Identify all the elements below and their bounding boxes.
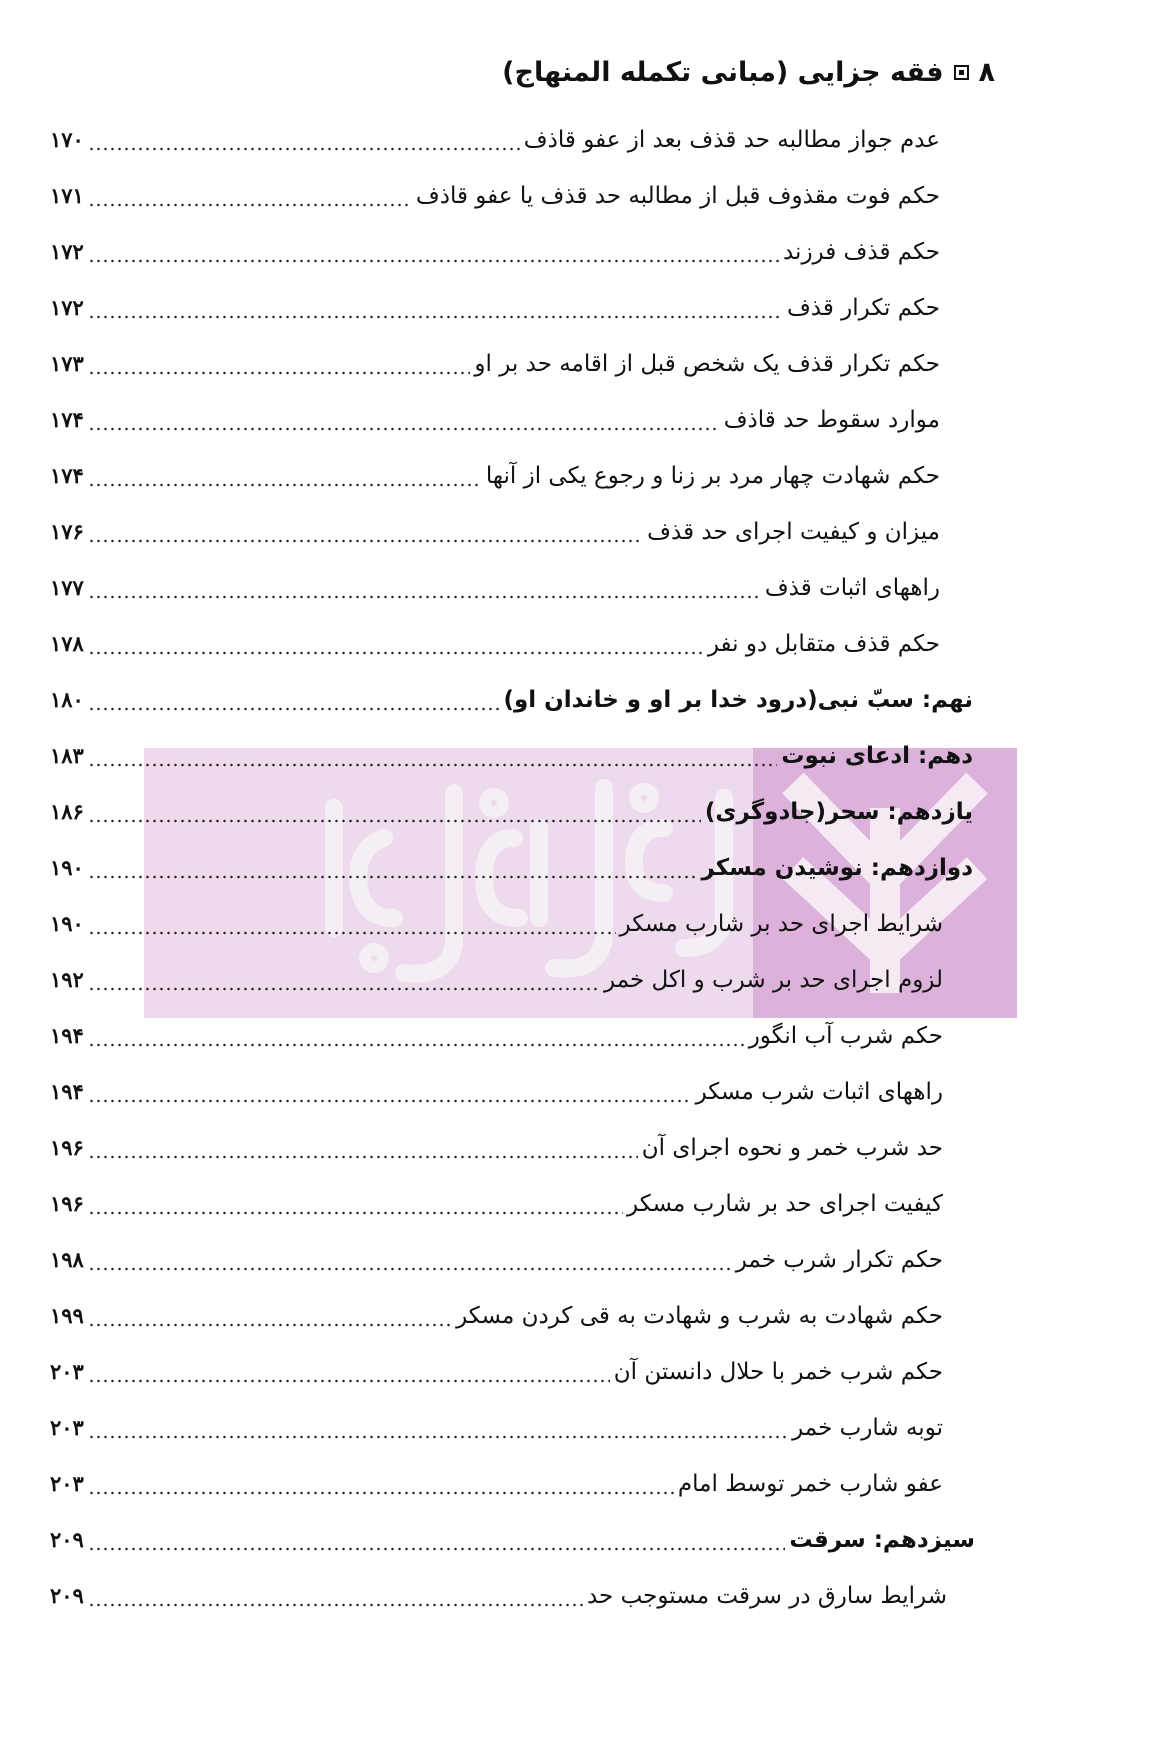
toc-entry-page: ۲۰۹ [50,1583,84,1608]
dot-leader [88,454,482,498]
toc-entry-page: ۱۹۴ [50,1079,84,1104]
toc-entry-title: حکم شرب آب انگور [748,1023,943,1049]
toc-chapter [50,790,973,834]
toc-entry [50,902,943,946]
toc-entry-page: ۲۰۳ [50,1415,84,1440]
toc-entry [50,566,940,610]
toc-entry-page: ۱۹۹ [50,1303,84,1328]
toc-entry [50,510,940,554]
toc-entry-page: ۱۸۶ [50,799,84,824]
toc-entry-page: ۲۰۳ [50,1471,84,1496]
dot-leader [88,286,783,330]
toc-entry [50,230,940,274]
dot-leader [88,342,471,386]
toc-chapter-title: سیزدهم: سرقت [789,1527,975,1553]
toc-entry-title: حکم فوت مقذوف قبل از مطالبه حد قذف یا عفو قاذف [415,183,940,209]
dot-leader [88,510,643,554]
dot-leader [88,1350,610,1394]
toc-entry-title: حکم قذف فرزند [782,239,940,265]
dot-leader [88,1182,623,1226]
dot-leader [88,1406,788,1450]
dot-leader [88,958,600,1002]
page-header [502,50,995,94]
toc-entry-title: توبه شارب خمر [792,1415,943,1441]
toc-entry [50,1574,947,1618]
toc-entry-title: حکم شهادت چهار مرد بر زنا و رجوع یکی از آنها [485,463,940,489]
toc-entry-page: ۲۰۳ [50,1359,84,1384]
toc-entry-title: عدم جواز مطالبه حد قذف بعد از عفو قاذف [523,127,940,153]
dot-leader [88,846,698,890]
toc-chapter [50,678,973,722]
toc-entry-title: حکم شهادت به شرب و شهادت به قی کردن مسکر [456,1303,943,1329]
toc-entry-page: ۱۷۲ [50,239,84,264]
toc-chapter [50,734,973,778]
toc-entry [50,1014,943,1058]
dot-leader [88,1462,674,1506]
dot-leader [88,1518,786,1562]
toc-entry-title: موارد سقوط حد قاذف [723,407,940,433]
toc-entry [50,1238,943,1282]
dot-leader [88,1238,732,1282]
toc-entry-page: ۱۷۳ [50,351,84,376]
toc-entry [50,398,940,442]
toc-entry-title: حد شرب خمر و نحوه اجرای آن [641,1135,943,1161]
dot-leader [88,734,777,778]
toc-entry [50,958,943,1002]
dot-leader [88,1126,638,1170]
header-square-icon [954,65,969,80]
toc-entry-page: ۱۹۸ [50,1247,84,1272]
toc-entry-title: حکم تکرار قذف یک شخص قبل از اقامه حد بر او [474,351,940,377]
dot-leader [88,118,520,162]
toc-entry-page: ۱۹۶ [50,1191,84,1216]
toc-entry [50,1350,943,1394]
toc-entry-title: حکم قذف متقابل دو نفر [707,631,940,657]
toc-entry [50,1070,943,1114]
toc-chapter-title: نهم: سبّ نبی(درود خدا بر او و خاندان او) [503,687,973,713]
dot-leader [88,622,704,666]
toc-entry-page: ۱۹۶ [50,1135,84,1160]
toc-entry [50,1406,943,1450]
toc-entry [50,1294,943,1338]
toc-chapter [50,1518,975,1562]
toc-entry-page: ۱۸۳ [50,743,84,768]
toc-entry-page: ۱۹۰ [50,855,84,880]
toc-entry-page: ۱۷۶ [50,519,84,544]
toc-entry-title: شرایط اجرای حد بر شارب مسکر [619,911,943,937]
toc-entry-page: ۱۹۰ [50,911,84,936]
toc-entry [50,1462,943,1506]
toc-entry-page: ۱۷۷ [50,575,84,600]
toc-entry-title: کیفیت اجرای حد بر شارب مسکر [627,1191,943,1217]
toc-entry-title: حکم تکرار قذف [786,295,940,321]
dot-leader [88,566,761,610]
toc-entry-page: ۱۷۲ [50,295,84,320]
toc-entry [50,342,940,386]
toc-entry-title: شرایط سارق در سرقت مستوجب حد [586,1583,947,1609]
toc-entry [50,174,940,218]
toc-chapter [50,846,973,890]
dot-leader [88,902,616,946]
dot-leader [88,790,701,834]
toc-entry-title: عفو شارب خمر توسط امام [677,1471,943,1497]
toc-entry-page: ۱۷۸ [50,631,84,656]
toc-entry-title: حکم شرب خمر با حلال دانستن آن [613,1359,943,1385]
toc-entry-page: ۱۷۰ [50,127,84,152]
dot-leader [88,398,720,442]
toc-entry-title: لزوم اجرای حد بر شرب و اکل خمر [604,967,943,993]
dot-leader [88,1070,692,1114]
toc-entry [50,1182,943,1226]
toc-chapter-title: دوازدهم: نوشیدن مسکر [701,855,973,881]
book-title: فقه جزایی (مبانی تکمله المنهاج) [502,56,944,88]
toc-entry-page: ۱۹۴ [50,1023,84,1048]
toc-entry [50,118,940,162]
toc-entry-page: ۱۷۱ [50,183,84,208]
toc-chapter-title: دهم: ادعای نبوت [781,743,973,769]
dot-leader [88,1014,745,1058]
toc-entry-title: حکم تکرار شرب خمر [735,1247,943,1273]
toc-chapter-title: یازدهم: سحر(جادوگری) [704,799,973,825]
dot-leader [88,678,500,722]
toc-entry-title: راههای اثبات شرب مسکر [695,1079,943,1105]
dot-leader [88,1574,583,1618]
toc-entry-title: راههای اثبات قذف [764,575,940,601]
toc-entry [50,286,940,330]
toc-entry-title: میزان و کیفیت اجرای حد قذف [647,519,940,545]
dot-leader [88,174,412,218]
toc-entry-page: ۱۷۴ [50,463,84,488]
toc-entry [50,454,940,498]
dot-leader [88,1294,452,1338]
page-number: ۸ [978,56,995,88]
toc-entry [50,1126,943,1170]
toc-entry [50,622,940,666]
dot-leader [88,230,779,274]
toc-entry-page: ۱۸۰ [50,687,84,712]
toc-entry-page: ۲۰۹ [50,1527,84,1552]
toc-entry-page: ۱۹۲ [50,967,84,992]
toc-entry-page: ۱۷۴ [50,407,84,432]
